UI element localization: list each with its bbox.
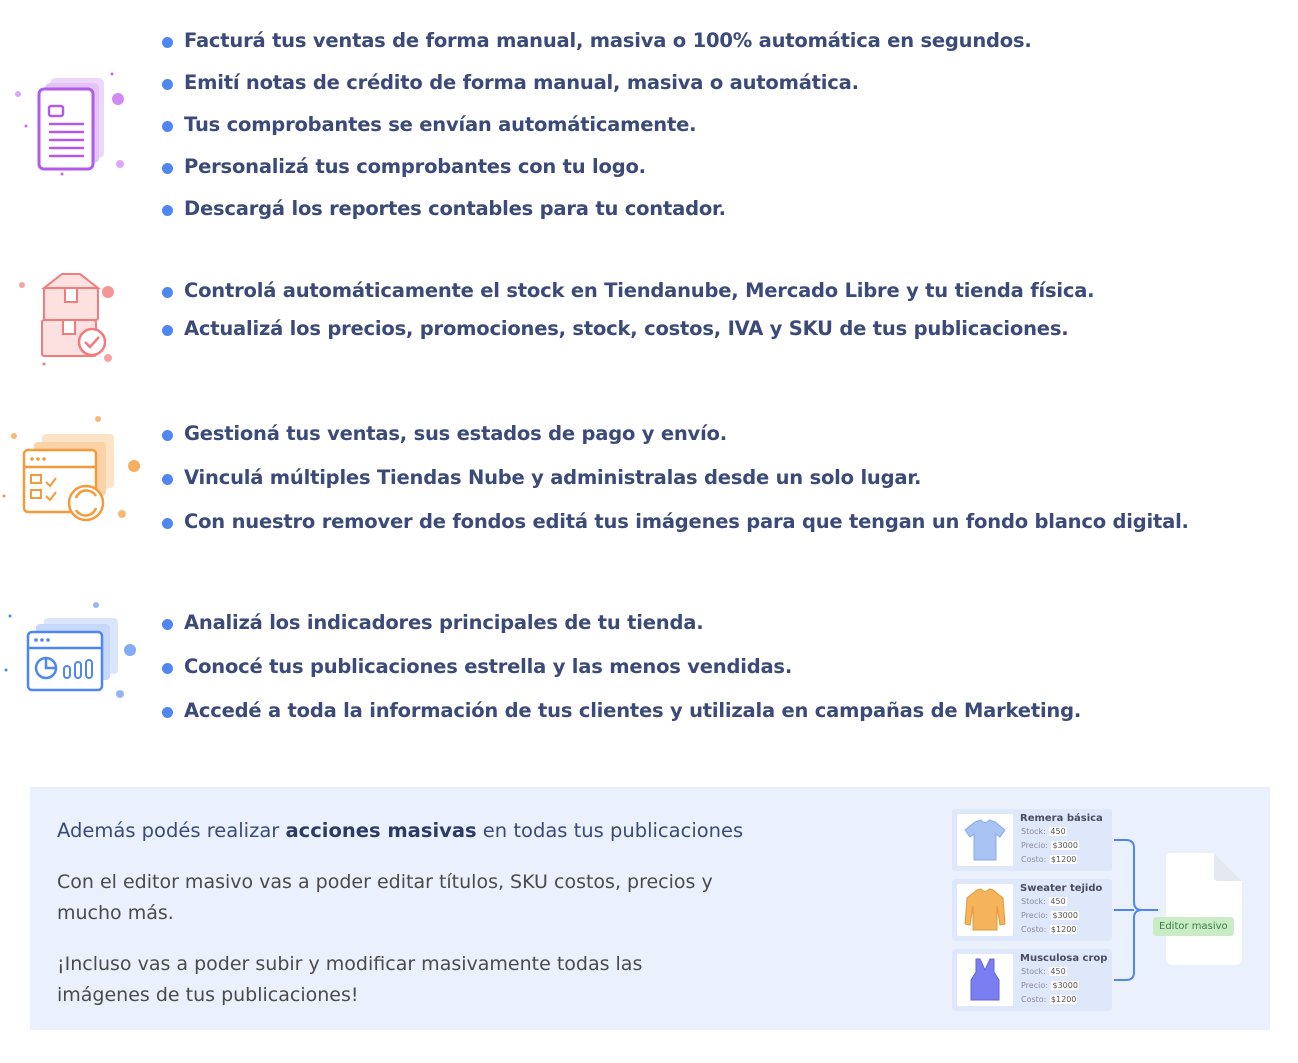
analytics-dashboard-icon [2,600,142,710]
list-item: Gestioná tus ventas, sus estados de pago y envío. [160,422,1189,466]
product-card [952,879,1112,941]
price-label: Precio: [1021,981,1048,990]
cost-value: $1200 [1050,995,1077,1004]
product-cost [1020,855,1077,864]
tank-top-icon [957,954,1013,1006]
price-label: Precio: [1021,841,1048,850]
cost-label: Costo: [1021,925,1047,934]
product-cost [1020,995,1077,1004]
stock-value: 450 [1050,897,1066,906]
list-item: Vinculá múltiples Tiendas Nube y administralas desde un solo lugar. [160,466,1189,510]
document-icon [1162,853,1242,965]
list-item: Descargá los reportes contables para tu contador. [160,197,1032,239]
list-item: Facturá tus ventas de forma manual, masiva o 100% automática en segundos. [160,29,1032,71]
list-item: Emití notas de crédito de forma manual, masiva o automática. [160,71,1032,113]
feature-list [160,611,1081,743]
bulk-actions-panel [30,787,1270,1030]
product-name: Sweater tejido [1020,883,1103,894]
product-card [952,809,1112,871]
connector-bracket [1112,809,1162,1011]
tshirt-icon [957,814,1013,866]
stock-value: 450 [1050,967,1066,976]
stock-boxes-icon [14,268,124,368]
feature-list [160,29,1032,239]
list-item: Actualizá los precios, promociones, stock, costos, IVA y SKU de tus publicaciones. [160,317,1094,355]
product-thumbnail [957,954,1013,1006]
stock-label: Stock: [1021,967,1046,976]
editor-label: Editor masivo [1153,917,1234,936]
product-thumbnail [957,884,1013,936]
stock-label: Stock: [1021,897,1046,906]
product-name: Remera básica [1020,813,1103,824]
product-cost [1020,925,1077,934]
sales-management-icon [0,412,140,532]
cost-label: Costo: [1021,995,1047,1004]
list-item: Analizá los indicadores principales de tu tienda. [160,611,1081,655]
panel-title-prefix: Además podés realizar [57,819,286,842]
list-item: Con nuestro remover de fondos editá tus imágenes para que tengan un fondo blanco digital. [160,510,1189,554]
panel-title-suffix: en todas tus publicaciones [476,819,744,842]
stock-label: Stock: [1021,827,1046,836]
list-item: Tus comprobantes se envían automáticamente. [160,113,1032,155]
product-stock [1020,967,1067,976]
product-name: Musculosa crop [1020,953,1108,964]
product-price [1020,981,1079,990]
stock-value: 450 [1050,827,1066,836]
cost-label: Costo: [1021,855,1047,864]
panel-paragraph-images: ¡Incluso vas a poder subir y modificar masivamente todas las imágenes de tus publicaciones! [57,953,643,1006]
list-item: Conocé tus publicaciones estrella y las menos vendidas. [160,655,1081,699]
panel-title [57,819,743,842]
invoice-document-icon [12,66,132,181]
list-item: Controlá automáticamente el stock en Tiendanube, Mercado Libre y tu tienda física. [160,279,1094,317]
feature-list [160,279,1094,355]
product-price [1020,841,1079,850]
product-stock [1020,897,1067,906]
cost-value: $1200 [1050,855,1077,864]
list-item: Accedé a toda la información de tus clientes y utilizala en campañas de Marketing. [160,699,1081,743]
panel-paragraph-editor: Con el editor masivo vas a poder editar títulos, SKU costos, precios y mucho más. [57,871,713,924]
price-value: $3000 [1052,911,1078,920]
price-value: $3000 [1052,981,1078,990]
sweater-icon [957,884,1013,936]
product-thumbnail [957,814,1013,866]
list-item: Personalizá tus comprobantes con tu logo. [160,155,1032,197]
product-card [952,949,1112,1011]
product-price [1020,911,1079,920]
feature-list [160,422,1189,554]
cost-value: $1200 [1050,925,1077,934]
panel-title-bold: acciones masivas [285,819,477,842]
product-stock [1020,827,1067,836]
price-value: $3000 [1052,841,1078,850]
price-label: Precio: [1021,911,1048,920]
